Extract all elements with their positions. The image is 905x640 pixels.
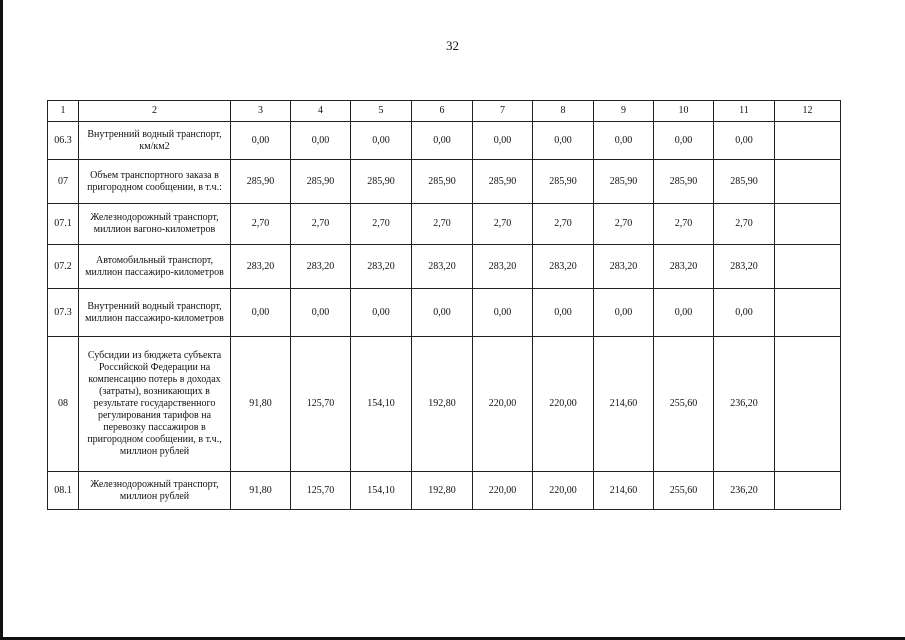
value-cell: 2,70 xyxy=(351,204,412,245)
value-cell: 0,00 xyxy=(473,289,533,337)
value-cell: 285,90 xyxy=(412,160,473,204)
table-row xyxy=(48,160,841,204)
row-name: Объем транспортного заказа в пригородном сообщении, в т.ч.: xyxy=(79,160,231,204)
table-row xyxy=(48,122,841,160)
value-cell xyxy=(775,160,841,204)
value-cell: 0,00 xyxy=(473,122,533,160)
header-cell: 11 xyxy=(714,101,775,122)
value-cell: 91,80 xyxy=(231,472,291,510)
row-code: 07.1 xyxy=(48,204,79,245)
header-cell: 8 xyxy=(533,101,594,122)
value-cell: 236,20 xyxy=(714,472,775,510)
header-cell: 1 xyxy=(48,101,79,122)
table-row xyxy=(48,337,841,472)
value-cell: 0,00 xyxy=(714,289,775,337)
value-cell: 283,20 xyxy=(654,245,714,289)
header-cell: 4 xyxy=(291,101,351,122)
row-name: Внутренний водный транспорт, миллион пассажиро-километров xyxy=(79,289,231,337)
value-cell: 192,80 xyxy=(412,337,473,472)
value-cell: 285,90 xyxy=(594,160,654,204)
value-cell: 236,20 xyxy=(714,337,775,472)
value-cell: 0,00 xyxy=(351,289,412,337)
value-cell xyxy=(775,337,841,472)
value-cell: 220,00 xyxy=(533,337,594,472)
value-cell: 0,00 xyxy=(291,122,351,160)
row-code: 06.3 xyxy=(48,122,79,160)
row-name: Автомобильный транспорт, миллион пассажиро-километров xyxy=(79,245,231,289)
value-cell: 125,70 xyxy=(291,472,351,510)
value-cell: 2,70 xyxy=(291,204,351,245)
value-cell: 285,90 xyxy=(473,160,533,204)
value-cell: 283,20 xyxy=(231,245,291,289)
row-name: Железнодорожный транспорт, миллион рублей xyxy=(79,472,231,510)
row-code: 07.3 xyxy=(48,289,79,337)
data-table xyxy=(47,100,841,510)
value-cell: 0,00 xyxy=(654,122,714,160)
value-cell: 285,90 xyxy=(714,160,775,204)
value-cell: 283,20 xyxy=(351,245,412,289)
value-cell xyxy=(775,289,841,337)
value-cell: 2,70 xyxy=(231,204,291,245)
header-cell: 5 xyxy=(351,101,412,122)
value-cell: 0,00 xyxy=(412,289,473,337)
scan-border-left xyxy=(0,0,3,640)
value-cell: 0,00 xyxy=(533,289,594,337)
table-row xyxy=(48,472,841,510)
value-cell: 0,00 xyxy=(594,289,654,337)
value-cell: 285,90 xyxy=(654,160,714,204)
header-cell: 12 xyxy=(775,101,841,122)
value-cell: 214,60 xyxy=(594,472,654,510)
row-name: Субсидии из бюджета субъекта Российской Федерации на компенсацию потерь в доходах (затраты), возникающих в результате государственного регулирования тарифов на перевозку пассажиров в пригородном сообщении, в т.ч., миллион рублей xyxy=(79,337,231,472)
value-cell xyxy=(775,472,841,510)
value-cell: 125,70 xyxy=(291,337,351,472)
value-cell: 285,90 xyxy=(291,160,351,204)
value-cell: 283,20 xyxy=(291,245,351,289)
value-cell: 0,00 xyxy=(351,122,412,160)
value-cell xyxy=(775,245,841,289)
value-cell: 2,70 xyxy=(594,204,654,245)
value-cell: 0,00 xyxy=(714,122,775,160)
value-cell: 2,70 xyxy=(714,204,775,245)
header-cell: 6 xyxy=(412,101,473,122)
header-cell: 7 xyxy=(473,101,533,122)
page-number: 32 xyxy=(446,38,459,53)
header-cell: 3 xyxy=(231,101,291,122)
value-cell: 285,90 xyxy=(231,160,291,204)
value-cell: 0,00 xyxy=(654,289,714,337)
value-cell: 255,60 xyxy=(654,472,714,510)
value-cell: 2,70 xyxy=(473,204,533,245)
value-cell: 283,20 xyxy=(714,245,775,289)
value-cell: 91,80 xyxy=(231,337,291,472)
value-cell: 283,20 xyxy=(594,245,654,289)
value-cell: 154,10 xyxy=(351,472,412,510)
value-cell: 285,90 xyxy=(351,160,412,204)
value-cell: 255,60 xyxy=(654,337,714,472)
table-row xyxy=(48,245,841,289)
value-cell: 2,70 xyxy=(533,204,594,245)
value-cell: 2,70 xyxy=(654,204,714,245)
header-cell: 10 xyxy=(654,101,714,122)
value-cell: 0,00 xyxy=(231,289,291,337)
value-cell: 283,20 xyxy=(412,245,473,289)
value-cell: 0,00 xyxy=(594,122,654,160)
value-cell: 0,00 xyxy=(291,289,351,337)
value-cell: 214,60 xyxy=(594,337,654,472)
row-name: Железнодорожный транспорт, миллион вагоно-километров xyxy=(79,204,231,245)
row-code: 07.2 xyxy=(48,245,79,289)
table-row xyxy=(48,289,841,337)
value-cell: 220,00 xyxy=(473,472,533,510)
value-cell: 285,90 xyxy=(533,160,594,204)
value-cell: 0,00 xyxy=(412,122,473,160)
value-cell xyxy=(775,122,841,160)
row-code: 08.1 xyxy=(48,472,79,510)
value-cell: 0,00 xyxy=(231,122,291,160)
table-row xyxy=(48,204,841,245)
value-cell: 2,70 xyxy=(412,204,473,245)
row-code: 08 xyxy=(48,337,79,472)
value-cell xyxy=(775,204,841,245)
value-cell: 0,00 xyxy=(533,122,594,160)
value-cell: 283,20 xyxy=(533,245,594,289)
row-code: 07 xyxy=(48,160,79,204)
header-row xyxy=(48,101,841,122)
row-name: Внутренний водный транспорт, км/км2 xyxy=(79,122,231,160)
value-cell: 283,20 xyxy=(473,245,533,289)
value-cell: 220,00 xyxy=(533,472,594,510)
header-cell: 2 xyxy=(79,101,231,122)
header-cell: 9 xyxy=(594,101,654,122)
value-cell: 154,10 xyxy=(351,337,412,472)
value-cell: 220,00 xyxy=(473,337,533,472)
value-cell: 192,80 xyxy=(412,472,473,510)
